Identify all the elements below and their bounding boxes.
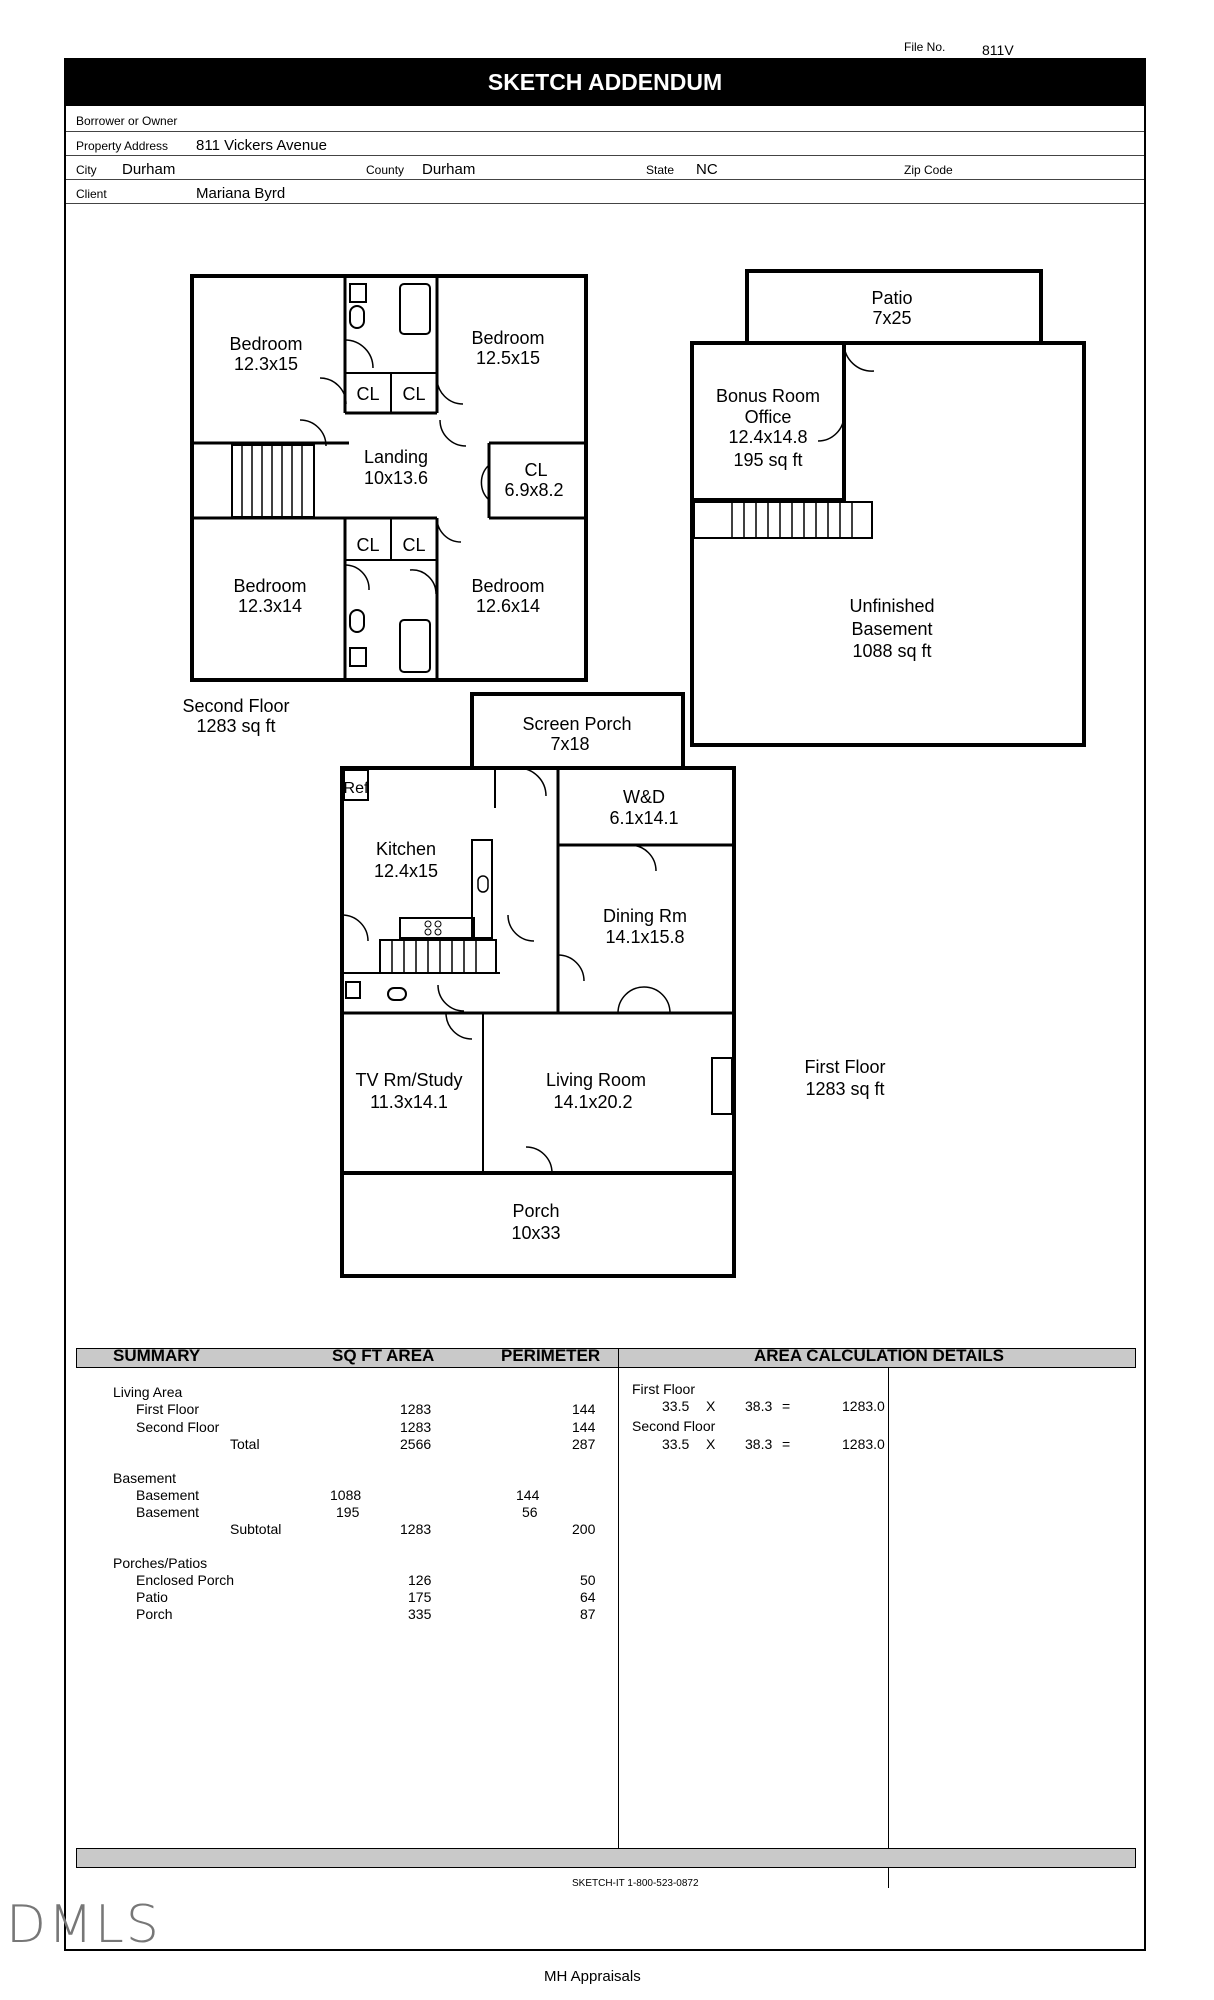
detail-first-floor-label: First Floor (632, 1381, 695, 1397)
sf-room2-dims: 12.5x15 (475, 348, 541, 368)
detail-first-floor-x: X (706, 1398, 716, 1414)
first-floor-label: First Floor (804, 1057, 886, 1077)
living-room-dims: 14.1x20.2 (553, 1092, 633, 1112)
summary-heading: SUMMARY (113, 1346, 201, 1365)
sf-room1-name: Bedroom (229, 334, 303, 354)
city-label: City (76, 163, 97, 177)
bonus-name: Bonus Room (715, 386, 821, 406)
detail-first-floor-a: 33.5 (662, 1398, 690, 1414)
living-area-label: Living Area (113, 1384, 183, 1400)
porch-row-perim: 87 (580, 1606, 596, 1622)
subtotal-area: 1283 (400, 1521, 432, 1537)
sf-room5-name: Bedroom (233, 576, 307, 596)
total-row-area: 2566 (400, 1436, 432, 1452)
enclosed-porch-perim: 50 (580, 1572, 596, 1588)
enclosed-porch-area: 126 (408, 1572, 432, 1588)
screen-porch-name: Screen Porch (522, 714, 632, 734)
detail-second-floor-label: Second Floor (632, 1418, 716, 1434)
basement2-perim: 56 (522, 1504, 538, 1520)
details-heading: AREA CALCULATION DETAILS (754, 1346, 1004, 1365)
file-no-label: File No. (904, 40, 946, 54)
hall-closet-name: CL (524, 460, 548, 480)
second-floor-area: 1283 sq ft (196, 716, 276, 736)
patio-dims: 7x25 (872, 308, 912, 328)
second-floor-label: Second Floor (182, 696, 290, 716)
summary-bottom-bar (76, 1848, 1136, 1868)
detail-second-floor-eq: = (782, 1436, 791, 1452)
porch-name: Porch (512, 1201, 560, 1221)
patio-row-perim: 64 (580, 1589, 596, 1605)
detail-second-floor-result: 1283.0 (842, 1436, 885, 1452)
state-value: NC (696, 161, 718, 178)
closet-label-3: CL (356, 535, 380, 555)
screen-porch-dims: 7x18 (550, 734, 590, 754)
landing-dims: 10x13.6 (363, 468, 429, 488)
sketch-it-footer: SKETCH-IT 1-800-523-0872 (572, 1878, 699, 1889)
county-label: County (366, 163, 405, 177)
closet-label-1: CL (356, 384, 380, 404)
subtotal-label: Subtotal (230, 1521, 282, 1537)
city-value: Durham (122, 161, 176, 178)
summary-divider (618, 1348, 619, 1868)
second-floor-row-label: Second Floor (136, 1419, 220, 1435)
ref-label: Ref (343, 780, 369, 797)
second-floor-row-area: 1283 (400, 1419, 432, 1435)
enclosed-porch-label: Enclosed Porch (136, 1572, 235, 1588)
total-row-label: Total (230, 1436, 260, 1452)
wd-name: W&D (623, 787, 665, 807)
detail-second-floor-a: 33.5 (662, 1436, 690, 1452)
closet-label-2: CL (402, 384, 426, 404)
sf-room1-dims: 12.3x15 (233, 354, 299, 374)
basement-name: Unfinished (849, 596, 935, 616)
detail-first-floor-result: 1283.0 (842, 1398, 885, 1414)
perimeter-heading: PERIMETER (501, 1346, 601, 1365)
property-value: 811 Vickers Avenue (196, 137, 327, 154)
basement1-label: Basement (136, 1487, 200, 1503)
patio-row-label: Patio (136, 1589, 168, 1605)
county-value: Durham (422, 161, 476, 178)
detail-first-floor-eq: = (782, 1398, 791, 1414)
zip-label: Zip Code (904, 163, 953, 177)
first-floor-area: 1283 sq ft (805, 1079, 885, 1099)
porches-group-label: Porches/Patios (113, 1555, 208, 1571)
bonus-dims: 12.4x14.8 (728, 427, 808, 447)
first-floor-outline (342, 768, 734, 1173)
client-value: Mariana Byrd (196, 185, 286, 202)
dmls-logo: DMLS (6, 1895, 161, 1955)
porch-row-area: 335 (408, 1606, 432, 1622)
sf-room2-name: Bedroom (471, 328, 545, 348)
kitchen-name: Kitchen (375, 839, 437, 859)
dining-dims: 14.1x15.8 (605, 927, 685, 947)
detail-second-floor-b: 38.3 (745, 1436, 773, 1452)
kitchen-dims: 12.4x15 (373, 861, 439, 881)
living-room-name: Living Room (545, 1070, 647, 1090)
borrower-label: Borrower or Owner (76, 114, 178, 128)
bonus-area: 195 sq ft (733, 450, 803, 470)
tv-room-name: TV Rm/Study (355, 1070, 463, 1090)
sf-room5-dims: 12.3x14 (237, 596, 303, 616)
first-floor-row-area: 1283 (400, 1401, 432, 1417)
detail-first-floor-b: 38.3 (745, 1398, 773, 1414)
landing-name: Landing (363, 447, 429, 467)
porch-row-label: Porch (136, 1606, 173, 1622)
basement-group-label: Basement (113, 1470, 177, 1486)
closet-label-4: CL (402, 535, 426, 555)
addendum-title: SKETCH ADDENDUM (64, 58, 1146, 106)
footer-text: MH Appraisals (544, 1968, 641, 1985)
details-divider (888, 1368, 889, 1888)
basement2-label: Basement (136, 1504, 200, 1520)
client-label: Client (76, 187, 107, 201)
state-label: State (646, 163, 675, 177)
sf-room6-dims: 12.6x14 (475, 596, 541, 616)
dining-name: Dining Rm (602, 906, 688, 926)
basement1-area: 1088 (330, 1487, 362, 1503)
first-floor-row-label: First Floor (136, 1401, 199, 1417)
porch-dims: 10x33 (511, 1223, 561, 1243)
bonus-name2: Office (744, 407, 792, 427)
subtotal-perim: 200 (572, 1521, 596, 1537)
total-row-perim: 287 (572, 1436, 596, 1452)
tv-room-dims: 11.3x14.1 (370, 1092, 448, 1112)
file-no-value: 811V (982, 42, 1014, 58)
sqft-heading: SQ FT AREA (332, 1346, 435, 1365)
basement2-area: 195 (336, 1504, 360, 1520)
patio-name: Patio (871, 288, 913, 308)
basement-name2: Basement (851, 619, 933, 639)
basement-area: 1088 sq ft (852, 641, 932, 661)
property-label: Property Address (76, 139, 169, 153)
basement1-perim: 144 (516, 1487, 540, 1503)
second-floor-row-perim: 144 (572, 1419, 596, 1435)
hall-closet-dims: 6.9x8.2 (504, 480, 564, 500)
sf-room6-name: Bedroom (471, 576, 545, 596)
wd-dims: 6.1x14.1 (609, 808, 679, 828)
first-floor-row-perim: 144 (572, 1401, 596, 1417)
detail-second-floor-x: X (706, 1436, 716, 1452)
patio-row-area: 175 (408, 1589, 432, 1605)
